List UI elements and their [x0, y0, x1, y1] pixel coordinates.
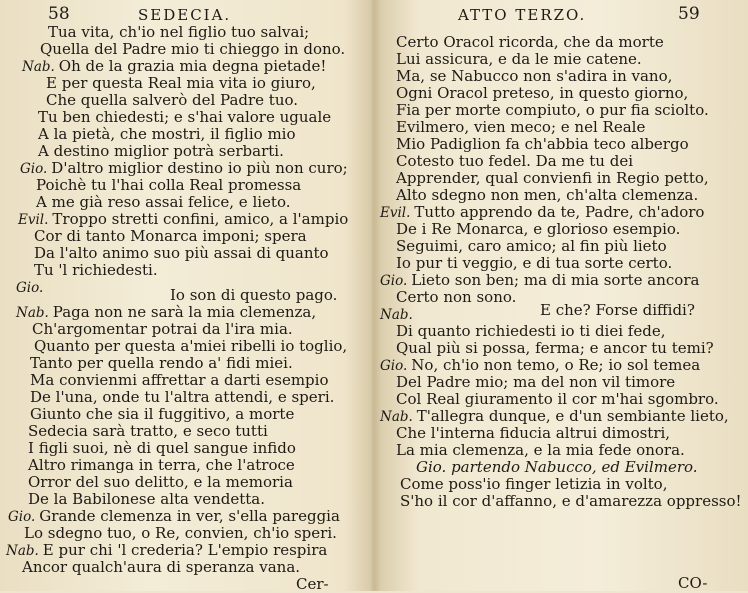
verse-line: Giunto che sia il fuggitivo, a morte — [30, 405, 295, 423]
verse-line: Tua vita, ch'io nel figlio tuo salvai; — [48, 23, 310, 41]
left-page — [0, 0, 372, 591]
verse-line: Lo sdegno tuo, o Re, convien, ch'io speri. — [24, 524, 337, 542]
verse-line: Gio. No, ch'io non temo, o Re; io sol temea — [380, 356, 701, 374]
verse-line: Tanto per quella rendo a' fidi miei. — [30, 354, 293, 372]
verse-line: Evil. Troppo stretti confini, amico, a l'ampio — [18, 210, 349, 228]
speaker-label: Gio. — [380, 358, 408, 374]
verse-line: De l'una, onde tu l'altra attendi, e speri. — [30, 388, 335, 406]
verse-line: Quanto per questa a'miei ribelli io toglio, — [34, 337, 348, 355]
catchword: Cer- — [296, 575, 329, 593]
catchword: CO- — [678, 574, 708, 592]
running-head: ATTO TERZO. — [458, 6, 587, 24]
page-number: 58 — [48, 4, 70, 24]
verse-line: Gio. Grande clemenza in ver, s'ella pareggia — [8, 507, 340, 525]
verse-line: Come poss'io finger letizia in volto, — [400, 475, 668, 493]
page-number: 59 — [678, 4, 700, 24]
speaker-label: Evil. — [18, 212, 49, 228]
speaker-label: Evil. — [380, 205, 411, 221]
speaker-label: Nab. — [6, 543, 39, 559]
verse-line: Poichè tu l'hai colla Real promessa — [36, 176, 302, 194]
verse-line: Di quanto richiedesti io ti diei fede, — [396, 322, 666, 340]
verse-line: A la pietà, che mostri, il figlio mio — [38, 125, 296, 143]
speaker-label: Nab. — [22, 59, 55, 75]
verse-line: De i Re Monarca, e glorioso esempio. — [396, 220, 681, 238]
verse-line: Lui assicura, e da le mie catene. — [396, 50, 642, 68]
verse-line: Tu 'l richiedesti. — [34, 261, 158, 279]
speaker-label: Gio. — [380, 273, 408, 289]
verse-line: Evilmero, vien meco; e nel Reale — [396, 118, 646, 136]
running-head: SEDECIA. — [138, 6, 232, 24]
verse-line: Cotesto tuo fedel. Da me tu dei — [396, 152, 634, 170]
verse-line: Col Real giuramento il cor m'hai sgombro. — [396, 390, 719, 408]
verse-line: Io pur ti veggio, e di tua sorte certo. — [396, 254, 673, 272]
speaker-label: Nab. — [380, 307, 413, 323]
verse-line: E per questa Real mia vita io giuro, — [46, 74, 316, 92]
verse-line: Ancor qualch'aura di speranza vana. — [22, 558, 301, 576]
stage-direction: Gio. partendo Nabucco, ed Evilmero. — [416, 458, 698, 476]
verse-line: Fia per morte compiuto, o pur fia sciolto. — [396, 101, 709, 119]
speaker-label: Nab. — [16, 305, 49, 321]
verse-line: La mia clemenza, e la mia fede onora. — [396, 441, 685, 459]
speaker-label: Gio. — [16, 280, 44, 296]
verse-line: Che l'interna fiducia altrui dimostri, — [396, 424, 671, 442]
verse-line: Che quella salverò del Padre tuo. — [46, 91, 299, 109]
speaker-label: Gio. — [8, 509, 36, 525]
verse-line: Sedecia sarà tratto, e seco tutti — [28, 422, 268, 440]
verse-line: Evil. Tutto apprendo da te, Padre, ch'adoro — [380, 203, 705, 221]
verse-line: I figli suoi, nè di quel sangue infido — [28, 439, 296, 457]
verse-line: Gio. D'altro miglior destino io più non curo; — [20, 159, 348, 177]
verse-line: Certo Oracol ricorda, che da morte — [396, 33, 664, 51]
verse-line: Nab. Paga non ne sarà la mia clemenza, — [16, 303, 317, 321]
verse-line: De la Babilonese alta vendetta. — [28, 490, 265, 508]
verse-line: E che? Forse diffidi? — [540, 301, 695, 319]
verse-line: Gio. Lieto son ben; ma di mia sorte ancora — [380, 271, 700, 289]
speaker-label: Gio. — [20, 161, 48, 177]
right-page — [376, 0, 748, 591]
verse-line: Io son di questo pago. — [170, 286, 338, 304]
verse-line: A destino miglior potrà serbarti. — [38, 142, 284, 160]
verse-line: Nab. Oh de la grazia mia degna pietade! — [22, 57, 327, 75]
verse-line: Del Padre mio; ma del non vil timore — [396, 373, 676, 391]
verse-line: Certo non sono. — [396, 288, 517, 306]
verse-line: Qual più si possa, ferma; e ancor tu temi? — [396, 339, 714, 357]
verse-line: Da l'alto animo suo più assai di quanto — [34, 244, 329, 262]
verse-line: Ma, se Nabucco non s'adira in vano, — [396, 67, 673, 85]
verse-line: S'ho il cor d'affanno, e d'amarezza oppresso! — [400, 492, 742, 510]
verse-line: Ogni Oracol preteso, in questo giorno, — [396, 84, 689, 102]
verse-line: Quella del Padre mio ti chieggo in dono. — [40, 40, 346, 58]
verse-line: Ch'argomentar potrai da l'ira mia. — [32, 320, 293, 338]
verse-line: Ma convienmi affrettar a darti esempio — [30, 371, 329, 389]
speaker-label: Nab. — [380, 409, 413, 425]
verse-line: Alto sdegno non men, ch'alta clemenza. — [396, 186, 699, 204]
verse-line: Cor di tanto Monarca imponi; spera — [34, 227, 307, 245]
verse-line: Nab. T'allegra dunque, e d'un sembiante lieto, — [380, 407, 729, 425]
verse-line: Apprender, qual convienfi in Regio petto, — [396, 169, 709, 187]
verse-line: Tu ben chiedesti; e s'hai valore uguale — [38, 108, 332, 126]
verse-line: Mio Padiglion fa ch'abbia teco albergo — [396, 135, 689, 153]
verse-line: Nab. E pur chi 'l crederia? L'empio respira — [6, 541, 328, 559]
verse-line: Orror del suo delitto, e la memoria — [28, 473, 293, 491]
verse-line: A me già reso assai felice, e lieto. — [36, 193, 291, 211]
verse-line: Seguimi, caro amico; al fin più lieto — [396, 237, 667, 255]
verse-line: Altro rimanga in terra, che l'atroce — [28, 456, 295, 474]
